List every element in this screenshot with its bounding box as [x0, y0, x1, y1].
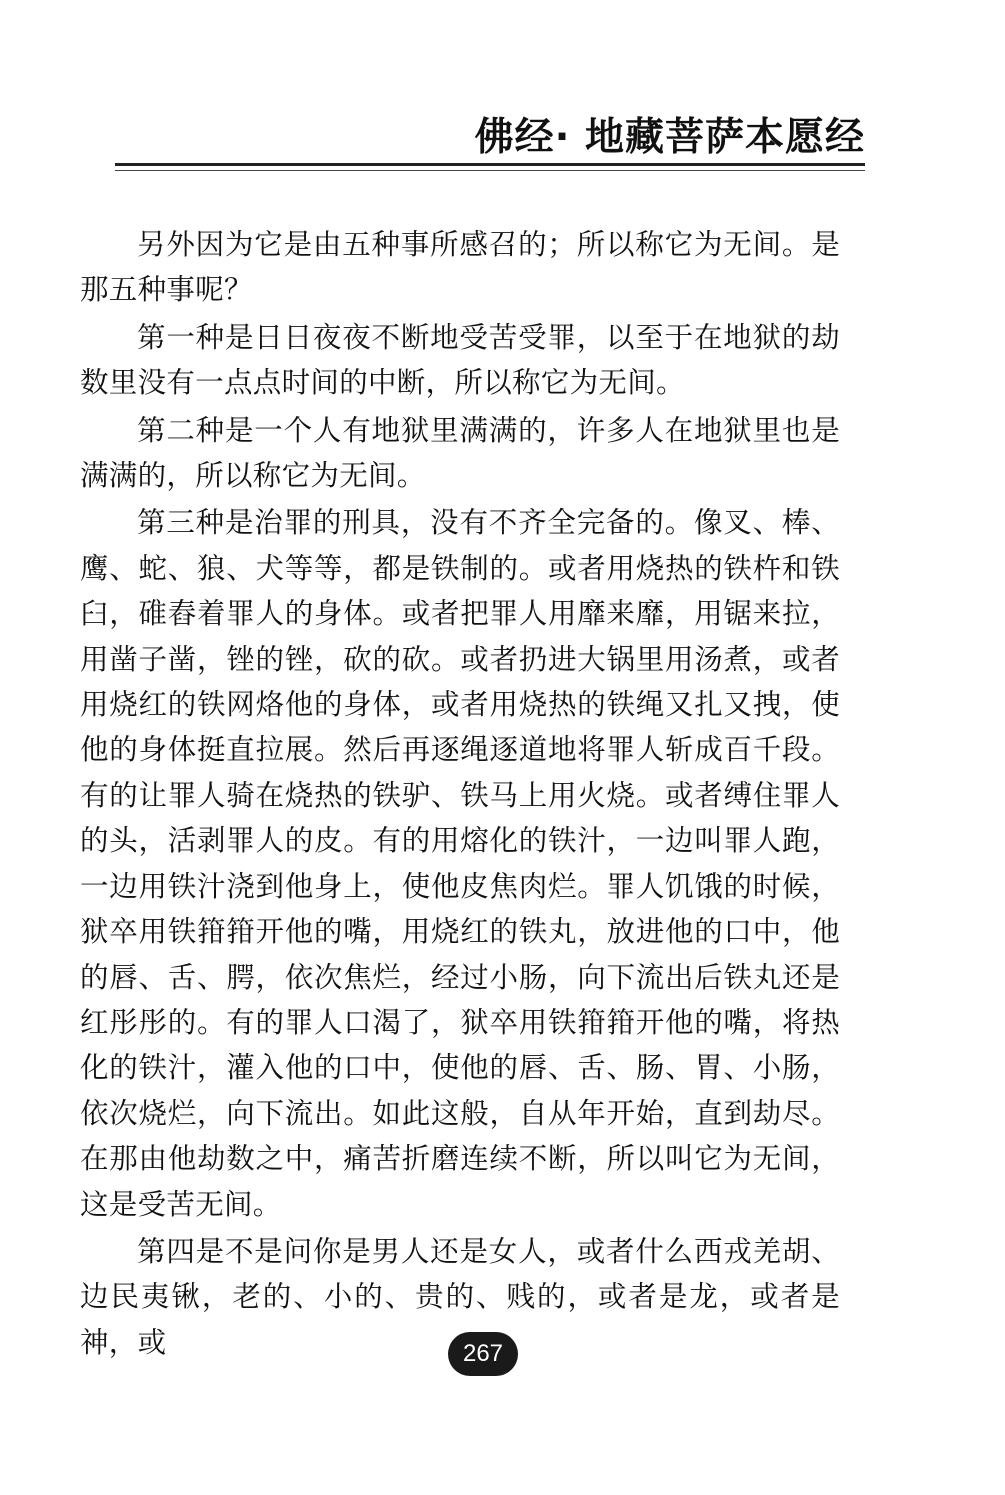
header-rule-thick	[115, 163, 865, 166]
page-number-badge: 267	[448, 1332, 518, 1376]
paragraph: 第二种是一个人有地狱里满满的，许多人在地狱里也是满满的，所以称它为无间。	[80, 413, 840, 493]
paragraph: 第一种是日日夜夜不断地受苦受罪，以至于在地狱的劫数里没有一点点时间的中断，所以称它为无间。	[80, 320, 840, 400]
running-header-title: 佛经· 地藏菩萨本愿经	[474, 115, 865, 160]
paragraph: 第四是不是问你是男人还是女人，或者什么西戎羌胡、边民夷锹，老的、小的、贵的、贱的，或者是龙，或者是神，或	[80, 1234, 840, 1359]
paragraph: 第三种是治罪的刑具，没有不齐全完备的。像叉、棒、鹰、蛇、狼、犬等等，都是铁制的。或者用烧热的铁杵和铁臼，碓舂着罪人的身体。或者把罪人用靡来靡，用锯来拉，用凿子凿，锉的锉，砍的砍。或者扔进大锅里用汤煮，或者用烧红的铁网烙他的身体，或者用烧热的铁绳又扎又拽，使他的身体挺直拉展。然后再逐绳逐道地将罪人斩成百千段。有的让罪人骑在烧热的铁驴、铁马上用火烧。或者缚住罪人的头，活剥罪人的皮。有的用熔化的铁汁，一边叫罪人跑，一边用铁汁浇到他身上，使他皮焦肉烂。罪人饥饿的时候，狱卒用铁箝箝开他的嘴，用烧红的铁丸，放进他的口中，他的唇、舌、腭，依次焦烂，经过小肠，向下流出后铁丸还是红彤彤的。有的罪人口渴了，狱卒用铁箝箝开他的嘴，将热化的铁汁，灌入他的口中，使他的唇、舌、肠、胃、小肠，依次烧烂，向下流出。如此这般，自从年开始，直到劫尽。在那由他劫数之中，痛苦折磨连续不断，所以叫它为无间，这是受苦无间。	[80, 506, 840, 1221]
paragraph: 另外因为它是由五种事所感召的；所以称它为无间。是那五种事呢？	[80, 228, 840, 307]
body-text	[80, 222, 840, 1367]
header-rule-thin	[115, 170, 865, 171]
